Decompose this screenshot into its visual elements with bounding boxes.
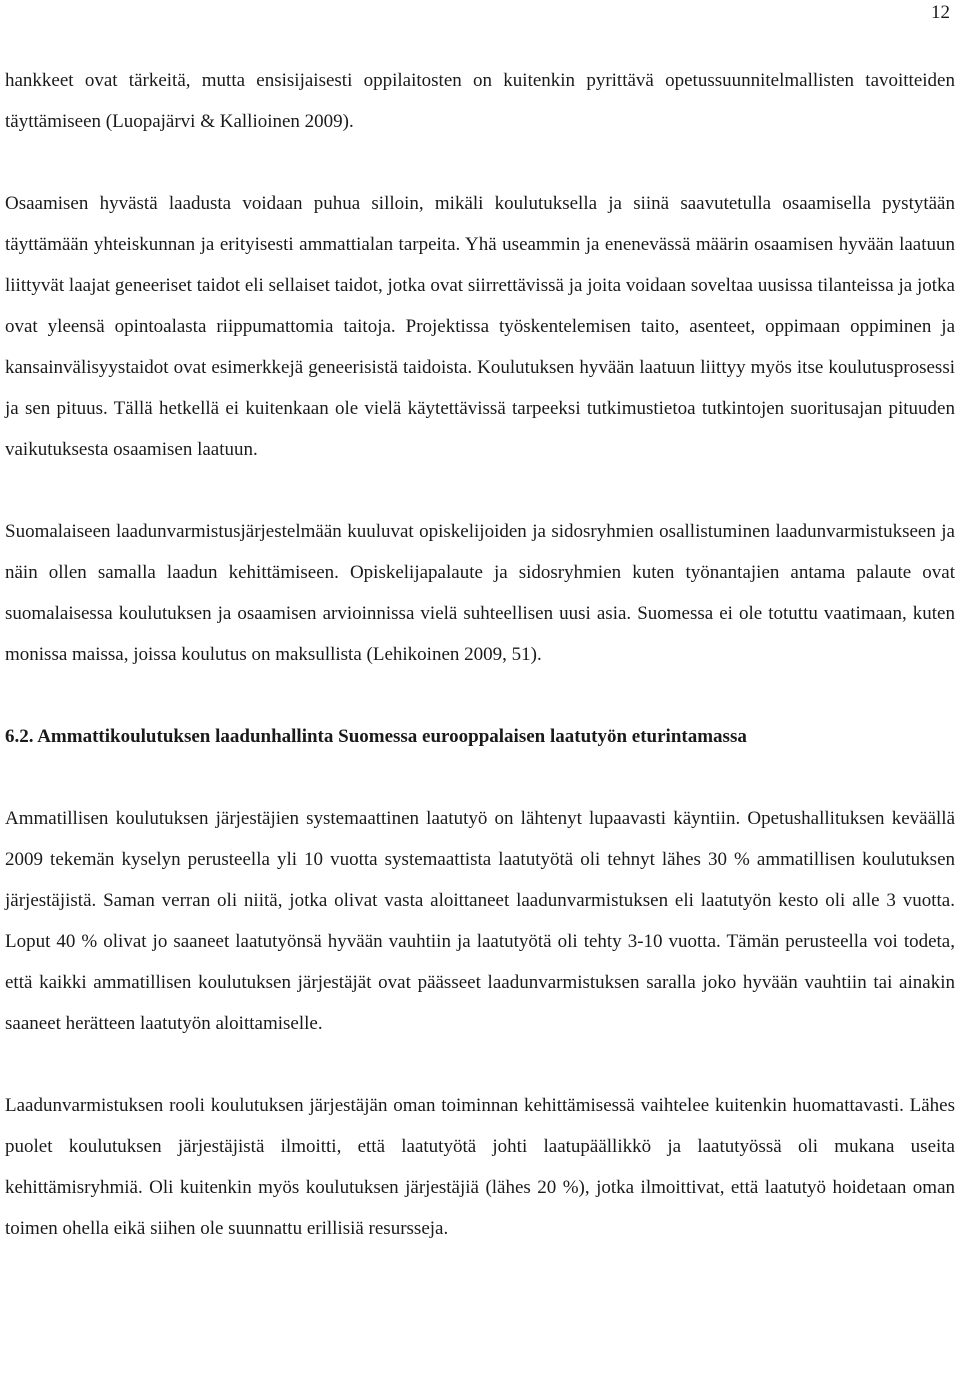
paragraph-3: Suomalaiseen laadunvarmistusjärjestelmään kuuluvat opiskelijoiden ja sidosryhmien osallistuminen laadunvarmistukseen ja näin ollen samalla laadun kehittämiseen. Opiskelijapalaute ja sidosryhmien kuten työnantajien antama palaute ovat suomalaisessa koulutuksen ja osaamisen arvioinnissa vielä suhteellisen uusi asia. Suomessa ei ole totuttu vaatimaan, kuten monissa maissa, joissa koulutus on maksullista (Lehikoinen 2009, 51). — [5, 521, 955, 665]
paragraph-gap — [5, 142, 955, 183]
page-number: 12 — [931, 2, 950, 23]
paragraph-gap — [5, 1044, 955, 1085]
section-heading: 6.2. Ammattikoulutuksen laadunhallinta Suomessa eurooppalaisen laatutyön eturintamassa — [5, 726, 747, 747]
paragraph-gap — [5, 757, 955, 798]
paragraph-gap — [5, 675, 955, 716]
paragraph-5: Laadunvarmistuksen rooli koulutuksen järjestäjän oman toiminnan kehittämisessä vaihtelee kuitenkin huomattavasti. Lähes puolet koulutuksen järjestäjistä ilmoitti, että laatutyötä johti laatupäällikkö ja laatutyössä oli mukana useita kehittämisryhmiä. Oli kuitenkin myös koulutuksen järjestäjiä (lähes 20 %), jotka ilmoittivat, että laatutyö hoidetaan oman toimen ohella eikä siihen ole suunnattu erillisiä resursseja. — [5, 1095, 955, 1239]
paragraph-gap — [5, 470, 955, 511]
paragraph-1: hankkeet ovat tärkeitä, mutta ensisijaisesti oppilaitosten on kuitenkin pyrittävä opetussuunnitelmallisten tavoitteiden täyttämiseen (Luopajärvi & Kallioinen 2009). — [5, 70, 955, 132]
document-body — [5, 60, 955, 1249]
paragraph-4: Ammatillisen koulutuksen järjestäjien systemaattinen laatutyö on lähtenyt lupaavasti käyntiin. Opetushallituksen keväällä 2009 tekemän kyselyn perusteella yli 10 vuotta systemaattista laatutyötä oli tehnyt lähes 30 % ammatillisen koulutuksen järjestäjistä. Saman verran oli niitä, jotka olivat vasta aloittaneet laadunvarmistuksen eli laatutyön kesto oli alle 3 vuotta. Loput 40 % olivat jo saaneet laatutyönsä hyvään vauhtiin ja laatutyötä oli tehty 3-10 vuotta. Tämän perusteella voi todeta, että kaikki ammatillisen koulutuksen järjestäjät ovat päässeet laadunvarmistuksen saralla joko hyvään vauhtiin tai ainakin saaneet herätteen laatutyön aloittamiselle. — [5, 808, 955, 1034]
paragraph-2: Osaamisen hyvästä laadusta voidaan puhua silloin, mikäli koulutuksella ja siinä saavutetulla osaamisella pystytään täyttämään yhteiskunnan ja erityisesti ammattialan tarpeita. Yhä useammin ja enenevässä määrin osaamisen hyvään laatuun liittyvät laajat geneeriset taidot eli sellaiset taidot, jotka ovat siirrettävissä ja joita voidaan soveltaa uusissa tilanteissa ja jotka ovat yleensä opintoalasta riippumattomia taitoja. Projektissa työskentelemisen taito, asenteet, oppimaan oppiminen ja kansainvälisyystaidot ovat esimerkkejä geneerisistä taidoista. Koulutuksen hyvään laatuun liittyy myös itse koulutusprosessi ja sen pituus. Tällä hetkellä ei kuitenkaan ole vielä käytettävissä tarpeeksi tutkimustietoa tutkintojen suoritusajan pituuden vaikutuksesta osaamisen laatuun. — [5, 193, 955, 460]
